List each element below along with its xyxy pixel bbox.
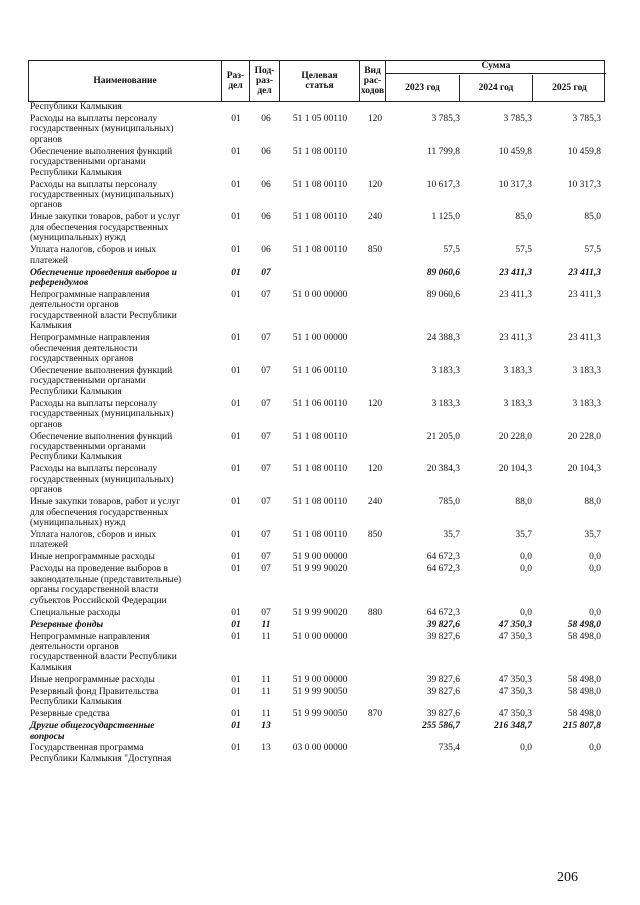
row-vid: 850 [367, 529, 383, 540]
table-row [30, 675, 605, 687]
table-body [30, 102, 605, 766]
row-2023: 57,5 [443, 245, 460, 256]
row-name-line: Обеспечение выполнения функций [30, 431, 173, 442]
row-name [30, 366, 220, 397]
row-vid: 120 [367, 179, 383, 190]
row-razdel: 01 [231, 607, 241, 618]
row-name-line: деятельности органов [30, 300, 119, 311]
row-name-line: Расходы на проведение выборов в [30, 564, 168, 575]
table-row [30, 530, 605, 552]
row-podrazdel: 07 [261, 398, 271, 409]
row-podrazdel: 07 [261, 464, 271, 475]
row-2025: 58 498,0 [567, 674, 601, 685]
row-2024: 20 104,3 [498, 464, 532, 475]
row-razdel: 01 [231, 529, 241, 540]
row-2023: 3 183,3 [431, 398, 460, 409]
row-2025: 10 317,3 [567, 179, 601, 190]
row-vid: 240 [367, 497, 383, 508]
row-name-line: государственными органами [30, 157, 146, 168]
row-razdel: 01 [231, 146, 241, 157]
table-row [30, 632, 605, 675]
row-2024: 10 459,8 [498, 146, 532, 157]
row-2023: 735,4 [438, 743, 460, 754]
table-row [30, 290, 605, 333]
row-2025: 23 411,3 [568, 333, 601, 344]
row-name [30, 497, 220, 528]
table-row [30, 245, 605, 267]
row-2023: 89 060,6 [426, 289, 460, 300]
row-name [30, 180, 220, 211]
row-2025: 20 228,0 [567, 431, 601, 442]
row-razdel: 01 [231, 674, 241, 685]
row-vid: 240 [367, 212, 383, 223]
row-2025: 23 411,3 [568, 267, 601, 278]
row-name [30, 608, 220, 618]
row-podrazdel: 13 [261, 721, 271, 732]
row-name-line: Непрограммные направления [30, 289, 150, 300]
row-name-line: Расходы на выплаты персоналу [30, 114, 158, 124]
row-podrazdel: 13 [261, 743, 271, 754]
row-name-line: государственных (муниципальных) [30, 190, 174, 200]
row-name-line: Республики Калмыкия [30, 102, 122, 112]
header-year-3 [533, 75, 606, 101]
row-name-line: органов [30, 419, 62, 430]
row-2024: 47 350,3 [498, 709, 532, 720]
row-name-line: государственной власти Республики [30, 652, 177, 663]
table-row [30, 399, 605, 432]
row-razdel: 01 [231, 709, 241, 720]
row-name [30, 290, 220, 332]
row-2023: 39 827,6 [426, 709, 460, 720]
row-target: 51 9 00 00000 [292, 552, 348, 563]
row-2025: 57,5 [584, 245, 601, 256]
row-name-line: Непрограммные направления [30, 631, 150, 642]
row-razdel: 01 [231, 212, 241, 223]
table-row [30, 212, 605, 245]
row-2025: 10 459,8 [567, 146, 601, 157]
row-2023: 39 827,6 [426, 631, 460, 642]
row-2023: 11 799,8 [427, 146, 460, 157]
row-name-line: Резервные средства [30, 709, 110, 720]
row-2023: 64 672,3 [426, 564, 460, 575]
row-name [30, 212, 220, 243]
row-target: 51 1 00 00000 [292, 333, 348, 344]
row-2023: 20 384,3 [426, 464, 460, 475]
row-podrazdel: 11 [261, 686, 271, 697]
row-2024: 47 350,3 [498, 674, 532, 685]
row-name-line: (муниципальных) нужд [30, 233, 126, 244]
table-row [30, 721, 605, 743]
row-name-line: государственных (муниципальных) [30, 409, 174, 420]
row-target: 51 1 08 00110 [292, 431, 348, 442]
row-target: 51 9 99 90020 [292, 564, 348, 575]
row-target: 03 0 00 00000 [292, 743, 348, 754]
table-row [30, 464, 605, 497]
row-name-line: законодательные (представительные) [30, 574, 182, 585]
header-target-line: Целевая [301, 71, 338, 81]
header-podrazdel-line: раз- [255, 76, 273, 86]
row-2024: 0,0 [520, 552, 532, 563]
row-name-line: платежей [30, 540, 68, 551]
row-2025: 58 498,0 [567, 631, 601, 642]
table-row [30, 114, 605, 147]
row-podrazdel: 07 [261, 552, 271, 563]
row-name [30, 675, 220, 685]
row-name-line: Непрограммные направления [30, 333, 150, 344]
row-target: 51 1 08 00110 [292, 179, 348, 190]
row-2024: 3 785,3 [503, 114, 532, 124]
table-row [30, 180, 605, 213]
row-2025: 20 104,3 [567, 464, 601, 475]
row-podrazdel: 07 [261, 333, 271, 344]
row-name-line: Республики Калмыкия "Доступная [30, 753, 172, 764]
row-name [30, 709, 220, 719]
header-vid [360, 61, 386, 101]
table-row [30, 552, 605, 564]
row-2025: 3 183,3 [572, 398, 601, 409]
header-vid-line: рас- [363, 76, 382, 86]
row-vid: 850 [367, 245, 383, 256]
row-razdel: 01 [231, 497, 241, 508]
row-podrazdel: 07 [261, 564, 271, 575]
row-2025: 0,0 [589, 564, 601, 575]
row-target: 51 1 08 00110 [292, 146, 348, 157]
row-name-line: Иные закупки товаров, работ и услуг [30, 212, 181, 223]
row-name-line: органов [30, 485, 62, 496]
row-razdel: 01 [231, 179, 241, 190]
row-name-line: государственными органами [30, 441, 146, 452]
row-name-line: государственных (муниципальных) [30, 124, 174, 135]
row-name-line: Иные непрограммные расходы [30, 674, 155, 685]
row-razdel: 01 [231, 333, 241, 344]
header-name [29, 61, 222, 101]
row-2024: 47 350,3 [498, 631, 532, 642]
row-2024: 3 183,3 [503, 398, 532, 409]
header-razdel-line: Раз- [226, 71, 245, 81]
row-2025: 58 498,0 [567, 686, 601, 697]
header-name-label: Наименование [93, 76, 157, 86]
table-row [30, 743, 605, 765]
row-name [30, 632, 220, 674]
row-podrazdel: 07 [261, 289, 271, 300]
row-name-line: Расходы на выплаты персоналу [30, 464, 158, 475]
row-name-line: обеспечения деятельности [30, 343, 138, 354]
row-razdel: 01 [231, 245, 241, 256]
row-razdel: 01 [231, 398, 241, 409]
row-name-line: Обеспечение выполнения функций [30, 365, 173, 376]
row-podrazdel: 07 [261, 431, 271, 442]
row-vid: 120 [367, 114, 383, 124]
header-podrazdel-line: дел [257, 86, 272, 96]
table-row [30, 564, 605, 607]
row-2025: 3 183,3 [572, 365, 601, 376]
row-name [30, 687, 220, 708]
row-2025: 215 807,8 [563, 721, 601, 732]
row-razdel: 01 [231, 464, 241, 475]
row-2025: 85,0 [584, 212, 601, 223]
row-podrazdel: 07 [261, 529, 271, 540]
row-name-line: Расходы на выплаты персоналу [30, 398, 158, 409]
row-name-line: вопросы [30, 731, 65, 742]
header-sum [386, 61, 606, 74]
row-razdel: 01 [231, 552, 241, 563]
row-razdel: 01 [231, 267, 241, 278]
row-2023: 1 125,0 [431, 212, 460, 223]
row-name-line: референдумов [30, 277, 89, 288]
row-target: 51 9 00 00000 [292, 674, 348, 685]
row-target: 51 1 05 00110 [292, 114, 348, 124]
row-2023: 64 672,3 [426, 552, 460, 563]
table-row [30, 432, 605, 465]
row-target: 51 9 99 90050 [292, 709, 348, 720]
row-name [30, 114, 220, 145]
header-razdel-line: дел [228, 81, 243, 91]
header-sum-label: Сумма [481, 61, 511, 71]
row-razdel: 01 [231, 721, 241, 732]
row-2025: 23 411,3 [568, 289, 601, 300]
table-row [30, 268, 605, 290]
header-razdel [222, 61, 250, 101]
header-podrazdel-line: Под- [254, 66, 275, 76]
row-podrazdel: 06 [261, 179, 271, 190]
row-name-line: Республики Калмыкия [30, 697, 122, 708]
row-name-line: субъектов Российской Федерации [30, 595, 167, 606]
row-name [30, 268, 220, 289]
row-2023: 24 388,3 [426, 333, 460, 344]
row-2024: 47 350,3 [498, 686, 532, 697]
table-row [30, 687, 605, 709]
header-year-1 [386, 75, 460, 101]
row-2024: 0,0 [520, 564, 532, 575]
row-2024: 0,0 [520, 743, 532, 754]
row-podrazdel: 11 [261, 709, 271, 720]
row-2023: 3 183,3 [431, 365, 460, 376]
row-razdel: 01 [231, 289, 241, 300]
row-2023: 89 060,6 [426, 267, 460, 278]
table-row [30, 497, 605, 530]
row-name-line: органов [30, 200, 62, 211]
row-2024: 47 350,3 [498, 619, 532, 630]
row-target: 51 1 08 00110 [292, 245, 348, 256]
header-target [280, 61, 360, 101]
row-2023: 10 617,3 [426, 179, 460, 190]
row-name-line: Республики Калмыкия [30, 167, 122, 178]
row-2024: 57,5 [515, 245, 532, 256]
row-razdel: 01 [231, 743, 241, 754]
row-target: 51 1 08 00110 [292, 464, 348, 475]
row-2024: 23 411,3 [499, 267, 532, 278]
row-name-line: органов [30, 134, 62, 145]
row-2023: 39 827,6 [426, 674, 460, 685]
row-vid: 120 [367, 398, 383, 409]
table-row [30, 620, 605, 632]
row-2024: 20 228,0 [498, 431, 532, 442]
header-year-label: 2025 год [552, 83, 587, 93]
row-target: 51 1 08 00110 [292, 529, 348, 540]
row-target: 51 9 99 90050 [292, 686, 348, 697]
row-podrazdel: 07 [261, 497, 271, 508]
row-name [30, 102, 220, 112]
row-name-line: Калмыкия [30, 321, 72, 332]
row-name [30, 245, 220, 266]
header-year-2 [460, 75, 533, 101]
row-name-line: платежей [30, 255, 68, 266]
row-name-line: Обеспечение выполнения функций [30, 146, 173, 157]
row-name-line: государственными органами [30, 376, 146, 387]
row-name-line: государственной власти Республики [30, 310, 177, 321]
row-2024: 23 411,3 [499, 333, 532, 344]
row-target: 51 0 00 00000 [292, 631, 348, 642]
row-razdel: 01 [231, 564, 241, 575]
row-name-line: Калмыкия [30, 662, 72, 673]
header-year-label: 2024 год [478, 83, 514, 93]
row-2023: 35,7 [443, 529, 460, 540]
row-2025: 88,0 [584, 497, 601, 508]
table-row [30, 147, 605, 180]
row-target: 51 1 08 00110 [292, 497, 348, 508]
row-2023: 3 785,3 [431, 114, 460, 124]
row-2023: 39 827,6 [426, 619, 460, 630]
row-razdel: 01 [231, 114, 241, 124]
row-vid: 880 [367, 607, 383, 618]
row-podrazdel: 06 [261, 114, 271, 124]
row-2025: 0,0 [589, 607, 601, 618]
row-2023: 64 672,3 [426, 607, 460, 618]
row-2024: 23 411,3 [499, 289, 532, 300]
row-2024: 35,7 [515, 529, 532, 540]
row-name-line: деятельности органов [30, 641, 119, 652]
table-row [30, 102, 605, 114]
row-name-line: органы государственной власти [30, 585, 159, 596]
row-target: 51 0 00 00000 [292, 289, 348, 300]
row-2025: 58 498,0 [567, 619, 601, 630]
row-name-line: Расходы на выплаты персоналу [30, 179, 158, 190]
row-name [30, 564, 220, 606]
row-razdel: 01 [231, 686, 241, 697]
row-name-line: Республики Калмыкия [30, 386, 122, 397]
row-podrazdel: 11 [261, 631, 271, 642]
row-vid: 870 [367, 709, 383, 720]
row-name [30, 743, 220, 764]
row-name-line: Иные непрограммные расходы [30, 552, 155, 563]
row-name [30, 464, 220, 495]
row-name-line: государственных органов [30, 353, 134, 364]
table-row [30, 333, 605, 366]
row-name-line: Иные закупки товаров, работ и услуг [30, 497, 181, 508]
row-name [30, 333, 220, 364]
row-2025: 35,7 [584, 529, 601, 540]
row-name-line: (муниципальных) нужд [30, 517, 126, 528]
row-name-line: Другие общегосударственные [30, 721, 155, 732]
row-2024: 0,0 [520, 607, 532, 618]
row-2023: 785,0 [438, 497, 460, 508]
row-2023: 255 586,7 [422, 721, 460, 732]
row-target: 51 1 06 00110 [292, 398, 348, 409]
row-target: 51 1 06 00110 [292, 365, 348, 376]
row-name [30, 147, 220, 178]
row-2025: 58 498,0 [567, 709, 601, 720]
row-2025: 0,0 [589, 552, 601, 563]
row-name-line: Государственная программа [30, 743, 144, 754]
row-razdel: 01 [231, 631, 241, 642]
row-2024: 85,0 [515, 212, 532, 223]
table-row [30, 608, 605, 620]
row-name-line: Уплата налогов, сборов и иных [30, 245, 157, 256]
row-2024: 10 317,3 [498, 179, 532, 190]
row-name-line: Обеспечение проведения выборов и [30, 267, 177, 278]
row-name [30, 432, 220, 463]
table-row [30, 366, 605, 399]
row-vid: 120 [367, 464, 383, 475]
row-podrazdel: 07 [261, 267, 271, 278]
row-name-line: Резервный фонд Правительства [30, 686, 159, 697]
row-2025: 3 785,3 [572, 114, 601, 124]
row-podrazdel: 11 [261, 619, 271, 630]
row-name-line: для обеспечения государственных [30, 222, 169, 233]
row-name-line: Резервные фонды [30, 619, 104, 630]
row-2023: 39 827,6 [426, 686, 460, 697]
row-name [30, 552, 220, 562]
row-name-line: государственных (муниципальных) [30, 474, 174, 485]
row-name-line: Республики Калмыкия [30, 452, 122, 463]
row-razdel: 01 [231, 365, 241, 376]
row-name [30, 399, 220, 430]
row-podrazdel: 06 [261, 245, 271, 256]
row-podrazdel: 07 [261, 365, 271, 376]
row-2023: 21 205,0 [426, 431, 460, 442]
header-podrazdel [250, 61, 280, 101]
row-name-line: для обеспечения государственных [30, 507, 169, 518]
row-razdel: 01 [231, 619, 241, 630]
row-2024: 3 183,3 [503, 365, 532, 376]
row-target: 51 9 99 90020 [292, 607, 348, 618]
row-name-line: Уплата налогов, сборов и иных [30, 529, 157, 540]
row-podrazdel: 06 [261, 146, 271, 157]
row-target: 51 1 08 00110 [292, 212, 348, 223]
row-name [30, 620, 220, 630]
row-podrazdel: 11 [261, 674, 271, 685]
row-name-line: Специальные расходы [30, 607, 121, 618]
page-number: 206 [557, 870, 578, 885]
table-row [30, 709, 605, 721]
table-header [28, 60, 605, 102]
row-name [30, 721, 220, 742]
row-name [30, 530, 220, 551]
row-2025: 0,0 [589, 743, 601, 754]
header-vid-line: ходов [360, 86, 385, 96]
row-podrazdel: 07 [261, 607, 271, 618]
header-target-line: статья [305, 81, 334, 91]
header-year-label: 2023 год [405, 83, 440, 93]
header-vid-line: Вид [364, 66, 381, 76]
row-razdel: 01 [231, 431, 241, 442]
row-2024: 216 348,7 [494, 721, 532, 732]
row-podrazdel: 06 [261, 212, 271, 223]
row-2024: 88,0 [515, 497, 532, 508]
